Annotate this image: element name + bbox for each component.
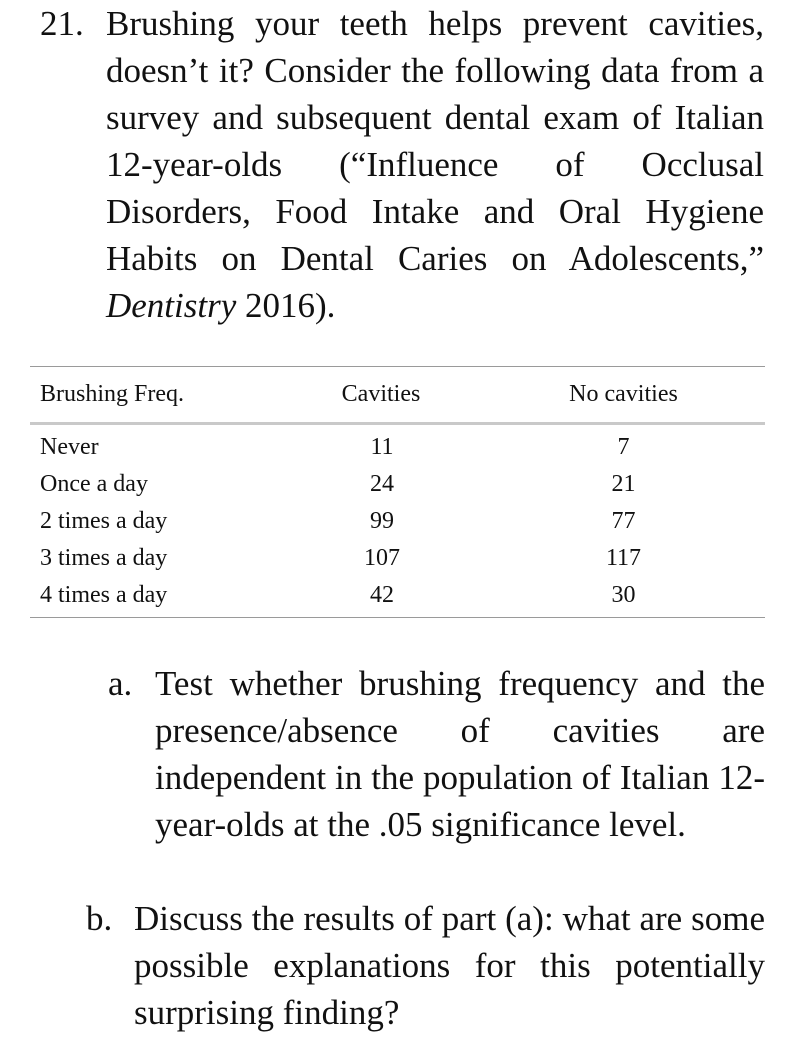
row-label: 2 times a day [40, 508, 168, 534]
cavities-value: 24 [370, 471, 394, 497]
no-cavities-value: 30 [611, 582, 636, 608]
table-row [30, 466, 765, 503]
part-b-label: b. [86, 899, 113, 938]
survey-table [30, 366, 765, 618]
no-cavities-value: 117 [605, 545, 642, 571]
cavities-value: 11 [370, 434, 394, 460]
part-a-text: Test whether brushing frequency and the presence/absence of cavities are independent in the population of Italian 12-year-olds at the .05 significance level. [155, 664, 765, 844]
part-b-text: Discuss the results of part (a): what are some possible explanations for this potentially surprising finding? [134, 899, 765, 1032]
row-label: 4 times a day [40, 582, 168, 608]
cavities-value: 42 [370, 582, 394, 608]
table-row [30, 577, 765, 618]
part-a-label: a. [108, 664, 133, 703]
row-label: Once a day [40, 471, 148, 497]
header-brushing-freq: Brushing Freq. [40, 381, 184, 407]
no-cavities-value: 21 [611, 471, 636, 497]
table-row [30, 540, 765, 577]
problem-text-start: Brushing your teeth helps prevent cavities, doesn’t it? Consider the following data from a survey and subsequent dental exam of Italian 12-year-olds (“Influence of Occlusal Disorders, Food Intake and Oral Hygiene Habits on Dental Caries on Adolescents,” [106, 4, 764, 278]
table-row [30, 424, 765, 467]
header-no-cavities: No cavities [569, 381, 678, 407]
header-cavities: Cavities [341, 381, 421, 407]
no-cavities-value: 77 [611, 508, 636, 534]
row-label: 3 times a day [40, 545, 168, 571]
journal-name: Dentistry [106, 286, 237, 325]
table-header-row [30, 367, 765, 424]
problem-text-end: 2016). [236, 286, 336, 325]
cavities-value: 107 [364, 545, 400, 571]
cavities-value: 99 [370, 508, 394, 534]
row-label: Never [40, 434, 99, 460]
problem-number: 21. [40, 4, 84, 43]
problem-statement [106, 0, 764, 329]
survey-table-container [30, 366, 765, 618]
no-cavities-value: 7 [617, 434, 630, 460]
table-row [30, 503, 765, 540]
